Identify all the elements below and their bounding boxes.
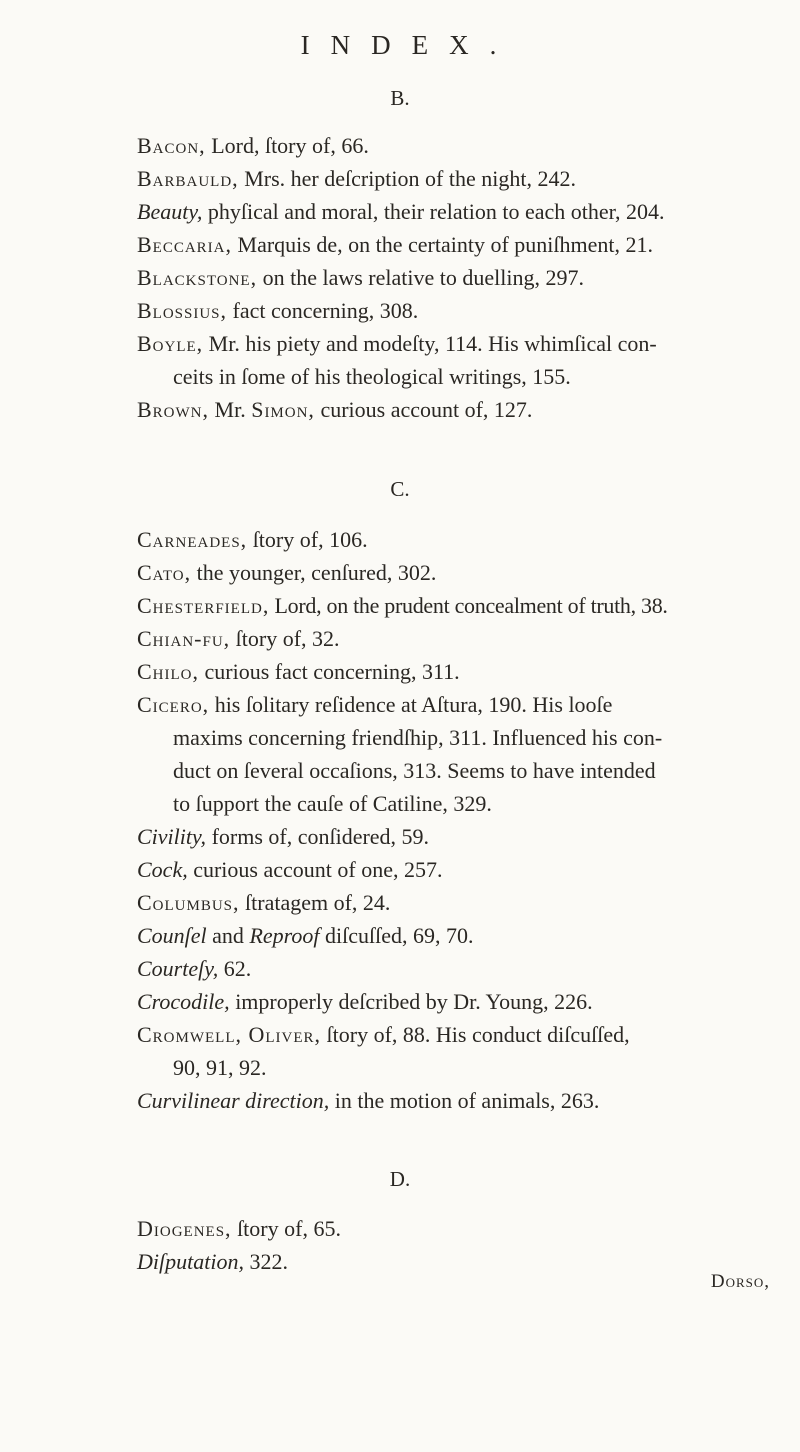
index-entry-civility [137, 820, 777, 853]
entry-text: Marquis de, on the certainty of puniſhment, 21. [232, 232, 653, 257]
entry-heading: Boyle, [137, 331, 204, 356]
entry-text: Mrs. her deſcription of the night, 242. [238, 166, 576, 191]
entry-continuation: 90, 91, 92. [173, 1055, 267, 1080]
entry-heading: Brown, [137, 397, 210, 422]
index-entry-beccaria [137, 228, 777, 261]
entry-text: 62. [218, 956, 252, 981]
index-entry-courtesy [137, 952, 777, 985]
entry-heading-2: Reproof [249, 923, 320, 948]
index-entry-crocodile [137, 985, 777, 1018]
entry-heading: Blossius, [137, 298, 228, 323]
index-entry-disputation [137, 1245, 777, 1278]
entry-heading: Crocodile, [137, 989, 230, 1014]
entry-text: fact concerning, 308. [227, 298, 419, 323]
entry-text: 322. [243, 1249, 288, 1274]
entry-text: the younger, cenſured, 302. [191, 560, 437, 585]
entry-text: ſtory of, 32. [230, 626, 340, 651]
entry-heading: Cock, [137, 857, 188, 882]
entry-text: his ſolitary reſidence at Aſtura, 190. His looſe [209, 692, 613, 717]
entry-text: on the laws relative to duelling, 297. [257, 265, 584, 290]
section-letter-b: B. [390, 86, 410, 110]
entry-continuation: duct on ſeveral occaſions, 313. Seems to have intended [173, 758, 656, 783]
entry-heading: Blackstone, [137, 265, 258, 290]
entry-text: in the motion of animals, 263. [329, 1088, 600, 1113]
index-entry-chilo [137, 655, 777, 688]
entry-text: ſtory of, 88. His conduct diſcuſſed, [321, 1022, 630, 1047]
index-entry-counsel [137, 919, 777, 952]
entry-text-2: curious account of, 127. [314, 397, 533, 422]
entry-text: Mr. [209, 397, 252, 422]
entry-text: phyſical and moral, their relation to each other, 204. [202, 199, 665, 224]
entry-heading: Chian-fu, [137, 626, 231, 651]
entry-heading: Barbauld, [137, 166, 239, 191]
index-entry-beauty [137, 195, 777, 228]
entry-heading: Curvilinear direction, [137, 1088, 330, 1113]
entry-heading: Diogenes, [137, 1216, 232, 1241]
index-entry-boyle [137, 327, 777, 393]
entry-text: curious fact concerning, 311. [199, 659, 460, 684]
index-entry-cato [137, 556, 777, 589]
entry-text: ſtratagem of, 24. [239, 890, 391, 915]
index-entry-cock [137, 853, 777, 886]
entry-continuation: ceits in ſome of his theological writings, 155. [173, 364, 571, 389]
index-entry-cromwell [137, 1018, 777, 1084]
catchword: Dorso, [710, 1271, 770, 1292]
entry-text-2: diſcuſſed, 69, 70. [319, 923, 474, 948]
entry-heading: Diſputation, [137, 1249, 244, 1274]
entry-heading: Cato, [137, 560, 192, 585]
entry-continuation: to ſupport the cauſe of Catiline, 329. [173, 791, 492, 816]
page-header: INDEX. [300, 30, 518, 60]
entry-heading: Civility, [137, 824, 207, 849]
entry-text: curious account of one, 257. [187, 857, 443, 882]
entry-heading: Beauty, [137, 199, 203, 224]
index-entry-diogenes [137, 1212, 777, 1245]
index-entry-carneades [137, 523, 777, 556]
entry-text: Lord, on the prudent concealment of truth, 38. [269, 593, 668, 618]
entry-heading: Cicero, [137, 692, 210, 717]
index-entry-chesterfield [137, 589, 777, 622]
entry-heading: Counſel [137, 923, 207, 948]
index-entry-blackstone [137, 261, 777, 294]
entry-text: Mr. his piety and modeſty, 114. His whimſical con- [203, 331, 657, 356]
entry-text: and [206, 923, 250, 948]
index-entry-cicero [137, 688, 777, 820]
entry-heading: Columbus, [137, 890, 240, 915]
entry-heading-2: Simon, [251, 397, 315, 422]
section-letter-d: D. [389, 1167, 411, 1191]
index-entry-blossius [137, 294, 777, 327]
section-letter-c: C. [390, 477, 410, 501]
index-entry-curvilinear [137, 1084, 777, 1117]
entry-continuation: maxims concerning friendſhip, 311. Influenced his con- [173, 725, 663, 750]
entry-heading: Cromwell, Oliver, [137, 1022, 322, 1047]
entry-heading: Carneades, [137, 527, 248, 552]
index-entry-columbus [137, 886, 777, 919]
index-entry-brown [137, 393, 777, 426]
entry-text: improperly deſcribed by Dr. Young, 226. [229, 989, 593, 1014]
entry-heading: Beccaria, [137, 232, 233, 257]
entry-heading: Chesterfield, [137, 593, 270, 618]
index-entry-bacon [137, 129, 777, 162]
entry-heading: Bacon, [137, 133, 206, 158]
entry-text: Lord, ſtory of, 66. [205, 133, 369, 158]
entry-text: ſtory of, 106. [247, 527, 368, 552]
index-entry-chian-fu [137, 622, 777, 655]
entry-text: ſtory of, 65. [231, 1216, 341, 1241]
entry-heading: Courteſy, [137, 956, 219, 981]
entry-text: forms of, conſidered, 59. [206, 824, 430, 849]
entry-heading: Chilo, [137, 659, 199, 684]
index-entry-barbauld [137, 162, 777, 195]
